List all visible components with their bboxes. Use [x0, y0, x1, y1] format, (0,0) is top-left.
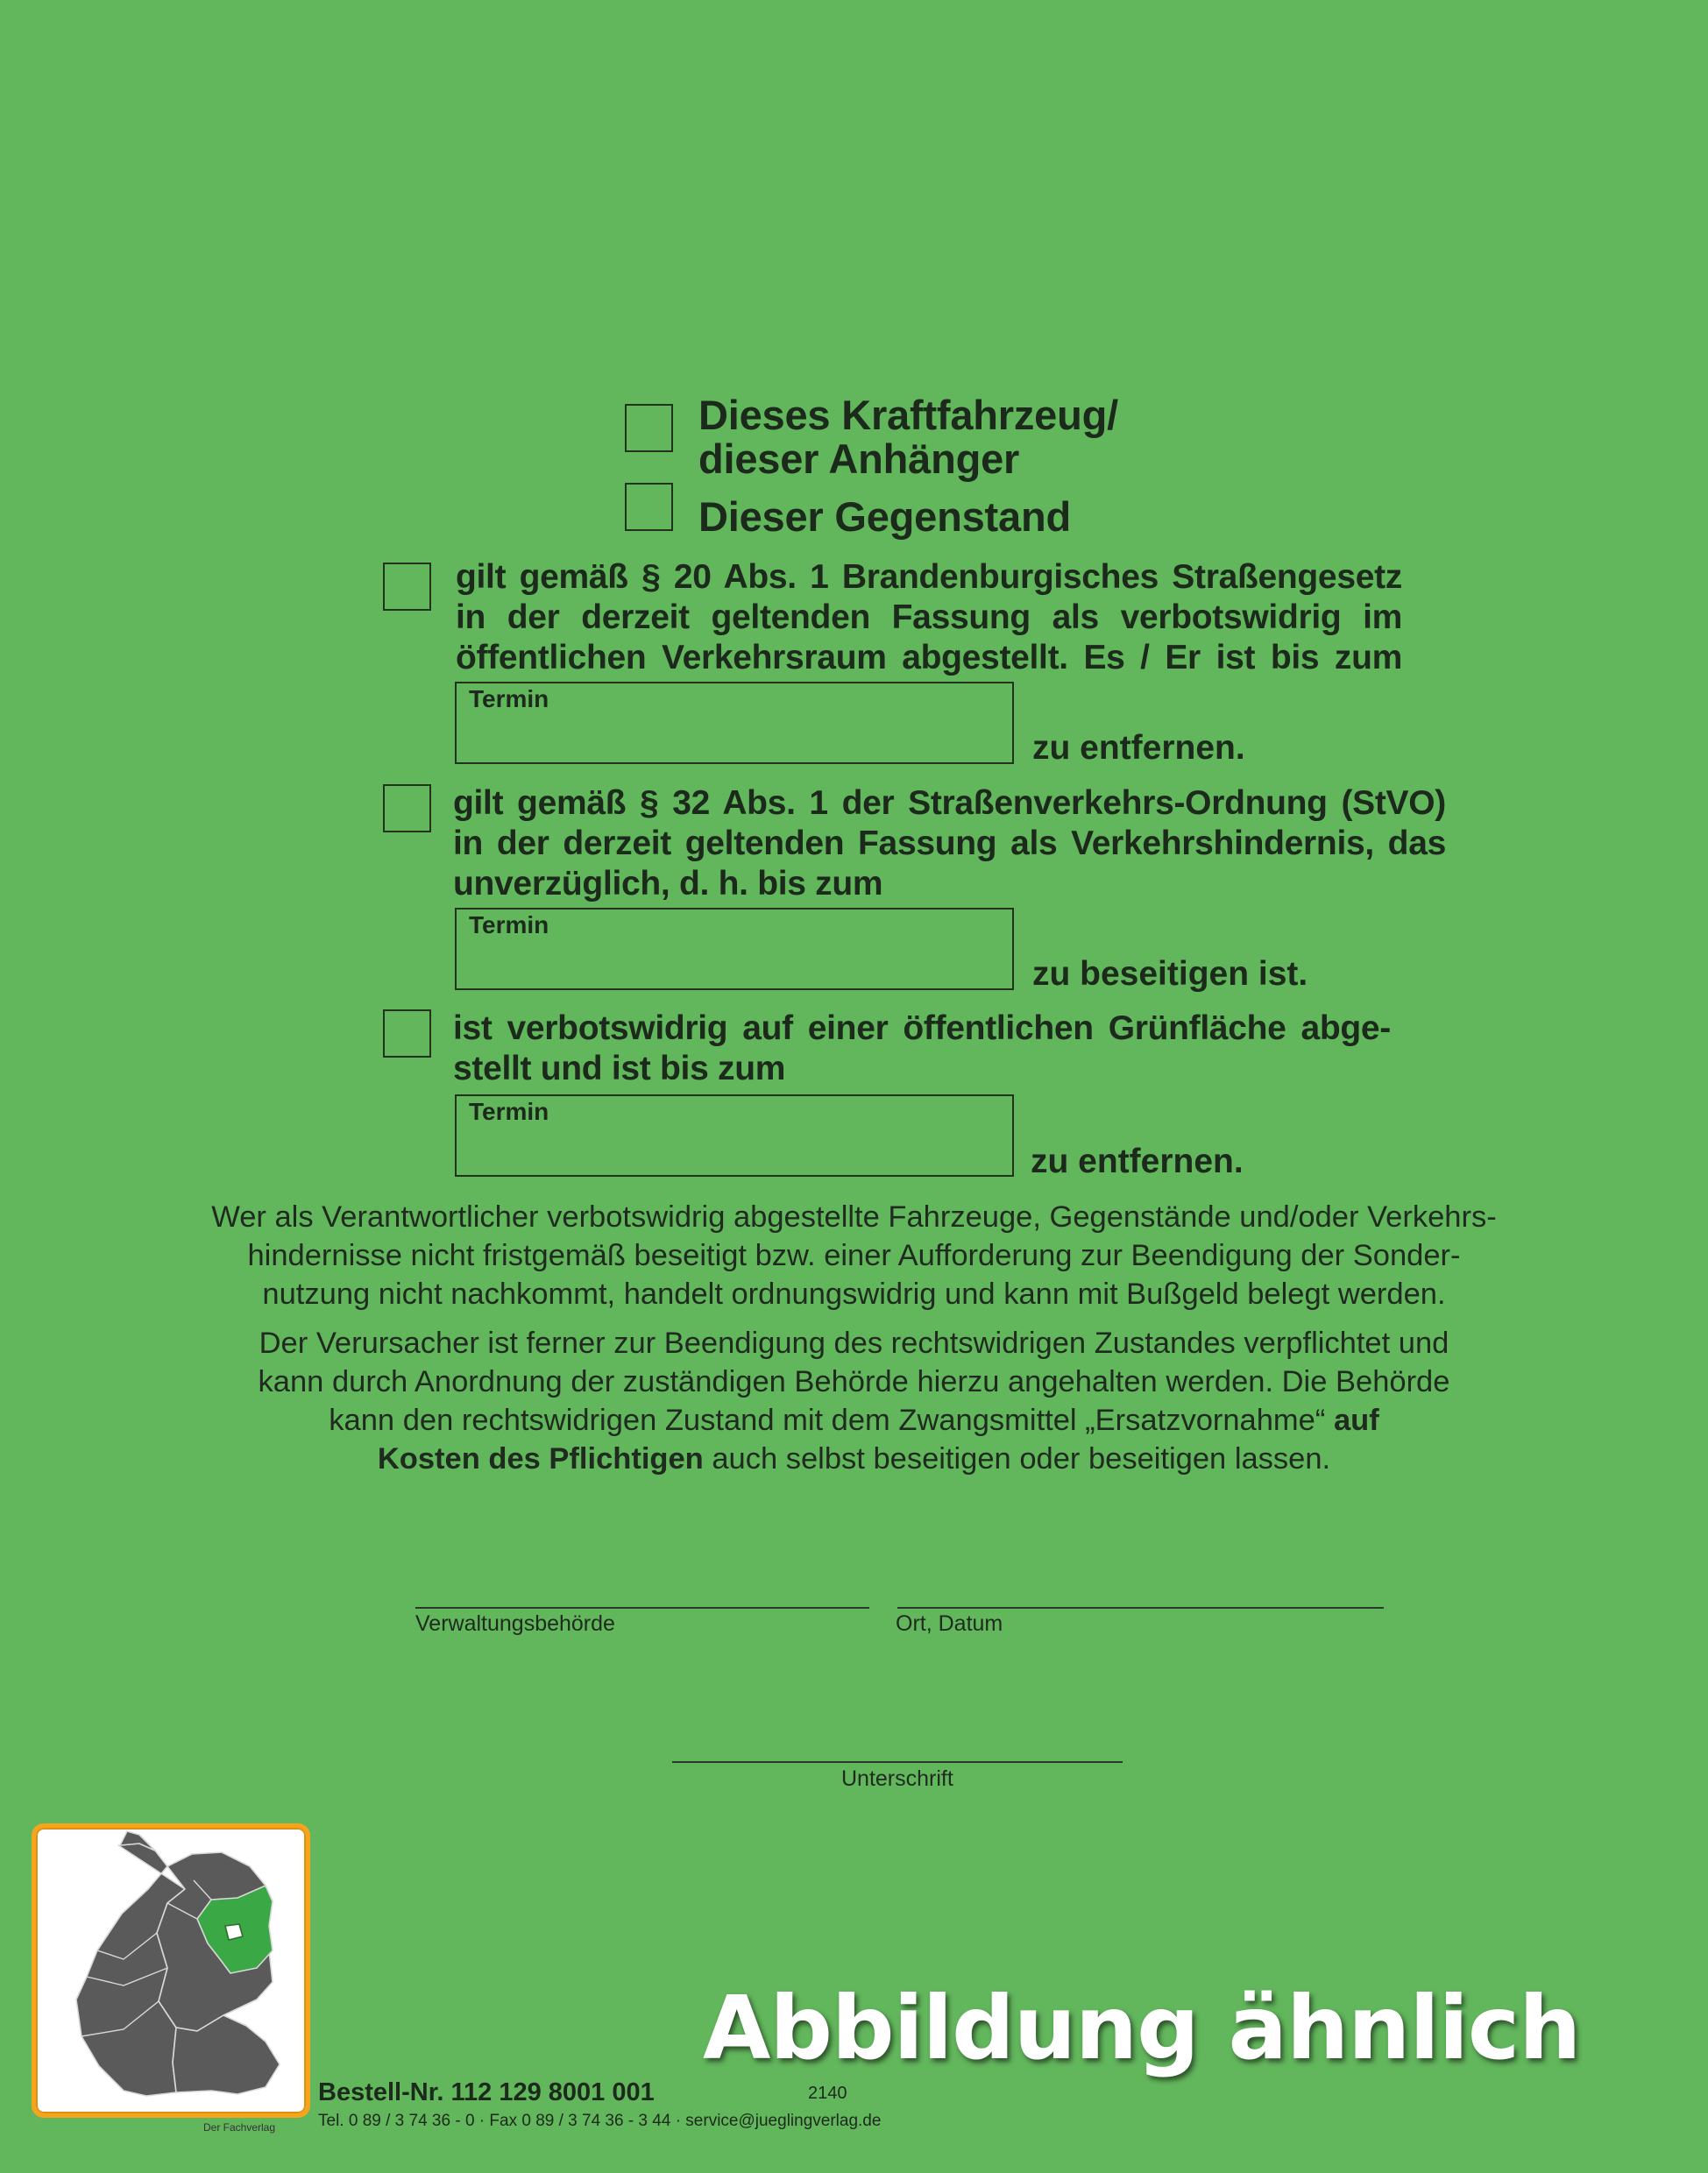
- liability-notice-line-3-text: kann den rechtswidrigen Zustand mit dem Zwangsmittel „Ersatzvornahme“: [329, 1404, 1334, 1437]
- clause-2-date-label: Termin: [469, 911, 549, 938]
- clause-3-date-label: Termin: [469, 1098, 549, 1125]
- object-option-label: Dieser Gegenstand: [698, 493, 1071, 540]
- clause-1-date-field[interactable]: [455, 682, 1014, 764]
- publisher-tagline: Der Fachverlag: [203, 2121, 276, 2134]
- authority-signature-line[interactable]: [415, 1607, 869, 1609]
- vehicle-line-1: Dieses Kraftfahrzeug/: [698, 392, 1118, 438]
- vehicle-line-2: dieser Anhänger: [698, 435, 1020, 482]
- clause-3-text: [453, 1009, 1391, 1089]
- fine-notice-line-1: Wer als Verantwortlicher verbotswidrig abgestellte Fahrzeuge, Gegenstände und/oder Verkehrs-: [211, 1200, 1497, 1234]
- signature-label: Unterschrift: [841, 1766, 953, 1791]
- clause-1-line-2: in der derzeit geltenden Fassung als verbotswidrig im: [456, 598, 1402, 636]
- clause-2-line-3: unverzüglich, d. h. bis zum: [453, 865, 883, 902]
- form-code: 2140: [808, 2084, 847, 2103]
- clause-1-date-label: Termin: [469, 685, 549, 712]
- clause-2-line-1: gilt gemäß § 32 Abs. 1 der Straßenverkehrs-Ordnung (StVO): [453, 784, 1446, 822]
- liability-notice-line-2: kann durch Anordnung der zuständigen Behörde hierzu angehalten werden. Die Behörde: [258, 1365, 1450, 1398]
- fine-notice-line-2: hindernisse nicht fristgemäß beseitigt bzw. einer Aufforderung zur Beendigung der Sonder-: [247, 1239, 1461, 1272]
- germany-map-card: [32, 1823, 310, 2118]
- fine-notice-paragraph: [105, 1198, 1603, 1313]
- germany-map: [36, 1828, 306, 2113]
- liability-notice-paragraph: [105, 1324, 1603, 1478]
- clause-2-line-2: in der derzeit geltenden Fassung als Verkehrshindernis, das: [453, 825, 1446, 862]
- clause-2-checkbox[interactable]: [383, 784, 431, 832]
- liability-notice-line-3: [105, 1401, 1603, 1440]
- liability-notice-line-4: [105, 1440, 1603, 1478]
- object-checkbox[interactable]: [625, 483, 673, 531]
- authority-label: Verwaltungsbehörde: [415, 1611, 615, 1636]
- liability-notice-line-1: Der Verursacher ist ferner zur Beendigung des rechtswidrigen Zustandes verpflichtet und: [259, 1327, 1449, 1360]
- vehicle-checkbox[interactable]: [625, 404, 673, 452]
- clause-3-line-1: ist verbotswidrig auf einer öffentlichen Grünfläche abge-: [453, 1009, 1391, 1047]
- liability-notice-line-4-text: auch selbst beseitigen oder beseitigen lassen.: [703, 1442, 1331, 1476]
- contact-line: Tel. 0 89 / 3 74 36 - 0 · Fax 0 89 / 3 74 36 - 3 44 · service@jueglingverlag.de: [318, 2112, 882, 2130]
- vehicle-option-label: [698, 393, 1118, 481]
- clause-2-text: [453, 783, 1446, 904]
- place-date-label: Ort, Datum: [896, 1611, 1003, 1636]
- berlin-enclave: [225, 1924, 243, 1940]
- signature-line[interactable]: [672, 1761, 1123, 1763]
- liability-notice-line-4-bold: Kosten des Pflichtigen: [377, 1442, 704, 1476]
- clause-1-checkbox[interactable]: [383, 563, 431, 611]
- clause-3-date-field[interactable]: [455, 1094, 1014, 1177]
- clause-3-tail: zu entfernen.: [1031, 1143, 1244, 1180]
- clause-2-tail: zu beseitigen ist.: [1032, 955, 1308, 993]
- clause-1-text: [456, 557, 1402, 678]
- place-date-line[interactable]: [897, 1607, 1384, 1609]
- liability-notice-line-3-bold: auf: [1333, 1404, 1379, 1437]
- clause-1-line-3: öffentlichen Verkehrsraum abgestellt. Es / Er ist bis zum: [456, 639, 1402, 676]
- clause-1-line-1: gilt gemäß § 20 Abs. 1 Brandenburgisches Straßengesetz: [456, 558, 1402, 596]
- fine-notice-line-3: nutzung nicht nachkommt, handelt ordnungswidrig und kann mit Bußgeld belegt werden.: [262, 1278, 1446, 1311]
- similar-image-notice: Abbildung ähnlich: [703, 1977, 1581, 2079]
- clause-2-date-field[interactable]: [455, 908, 1014, 990]
- order-number: Bestell-Nr. 112 129 8001 001: [318, 2078, 655, 2106]
- clause-3-line-2: stellt und ist bis zum: [453, 1050, 786, 1087]
- clause-1-tail: zu entfernen.: [1032, 729, 1245, 767]
- clause-3-checkbox[interactable]: [383, 1009, 431, 1058]
